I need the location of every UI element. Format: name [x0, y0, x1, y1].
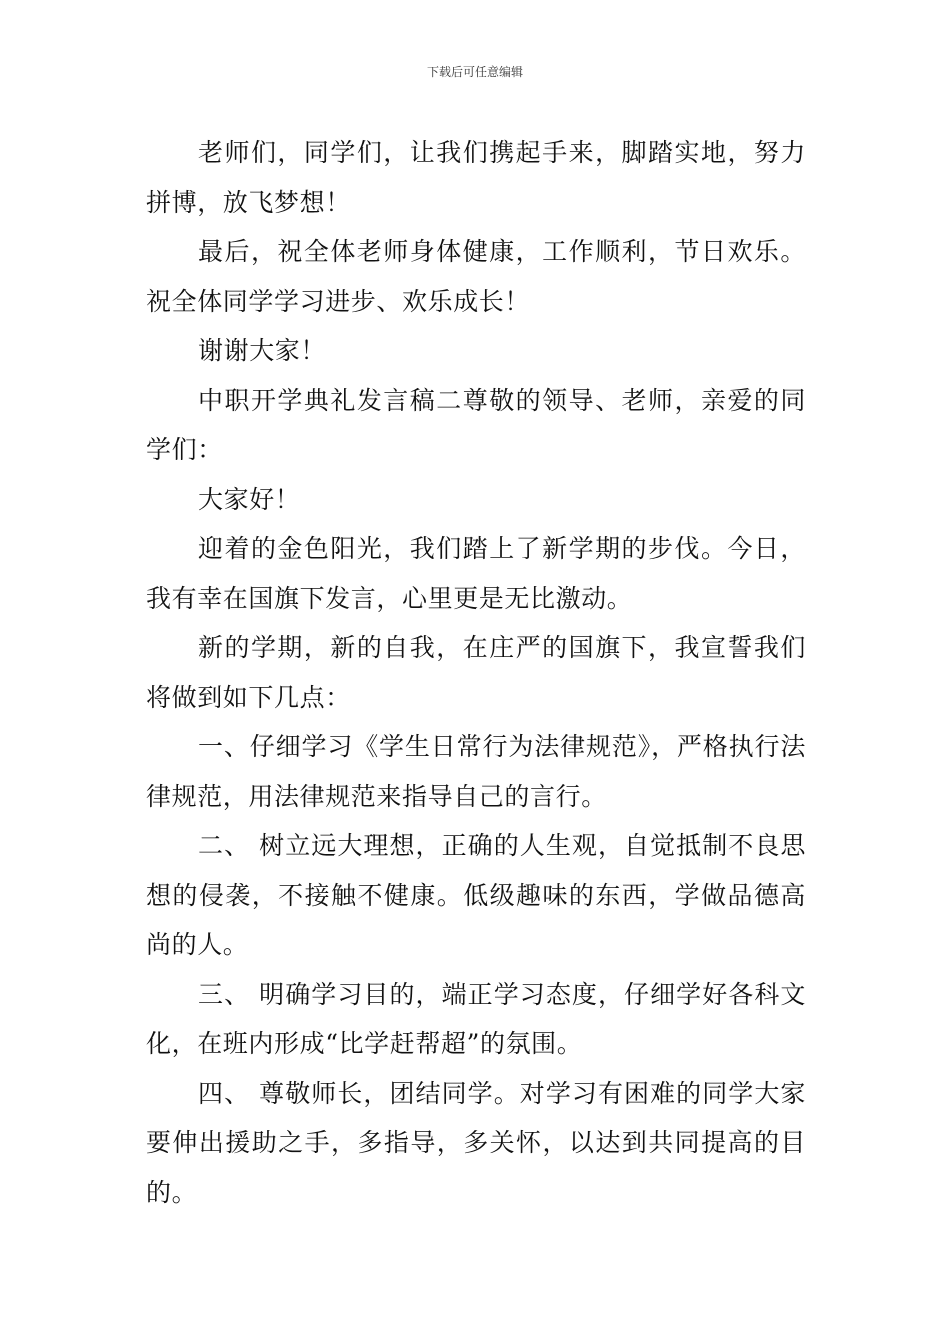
paragraph-pledge-three: 三、 明确学习目的，端正学习态度，仔细学好各科文化，在班内形成“比学赶帮超”的氛围。: [146, 979, 806, 1058]
paragraph-pledge-four: 四、 尊敬师长，团结同学。对学习有困难的同学大家要伸出援助之手，多指导，多关怀，以达到共同提高的目的。: [146, 1078, 806, 1207]
paragraph-greeting: 大家好！: [198, 484, 301, 514]
paragraph-pledge-one: 一、仔细学习《学生日常行为法律规范》，严格执行法律规范，用法律规范来指导自己的言行。: [146, 732, 806, 811]
paragraph-pledge-intro: 新的学期，新的自我，在庄严的国旗下，我宣誓我们将做到如下几点：: [146, 633, 806, 712]
paragraph-best-wishes: 最后，祝全体老师身体健康，工作顺利，节日欢乐。祝全体同学学习进步、欢乐成长！: [146, 237, 806, 316]
paragraph-speech-two-salutation: 中职开学典礼发言稿二尊敬的领导、老师，亲爱的同学们：: [146, 385, 806, 464]
paragraph-intro: 迎着的金色阳光，我们踏上了新学期的步伐。今日，我有幸在国旗下发言，心里更是无比激动。: [146, 534, 806, 613]
page-header-note: 下载后可任意编辑: [426, 65, 523, 79]
paragraph-pledge-two: 二、 树立远大理想，正确的人生观，自觉抵制不良思想的侵袭，不接触不健康。低级趣味的东西，学做品德高尚的人。: [146, 831, 806, 959]
paragraph-thanks: 谢谢大家！: [198, 336, 327, 365]
paragraph-closing-call: 老师们，同学们，让我们携起手来，脚踏实地，努力拼博，放飞梦想！: [146, 138, 806, 217]
document-body: [146, 128, 806, 1217]
